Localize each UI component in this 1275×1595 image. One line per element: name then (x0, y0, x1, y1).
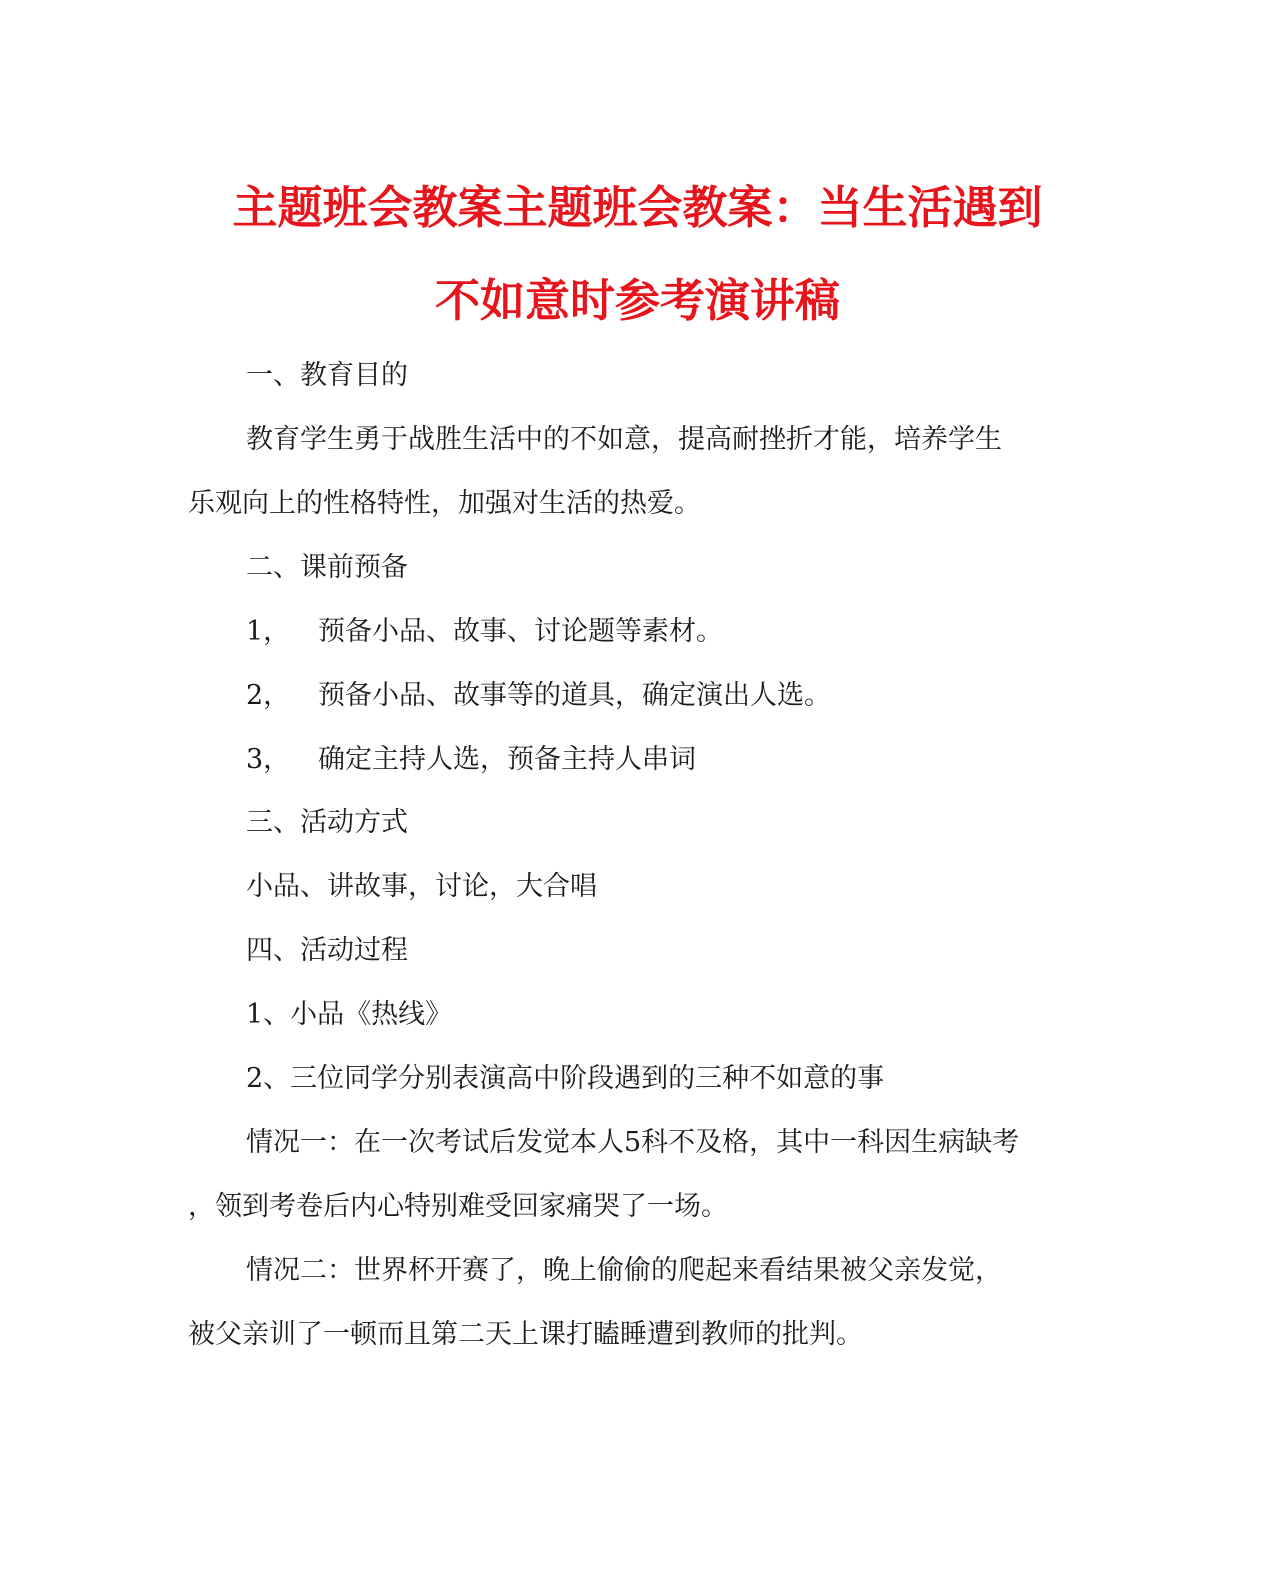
process-item-2: 2、三位同学分别表演高中阶段遇到的三种不如意的事 (246, 1063, 885, 1094)
prep-item-number: 2， (246, 680, 291, 711)
prep-item-text: 确定主持人选，预备主持人串词 (318, 744, 696, 775)
prep-list-item-2 (246, 676, 831, 716)
section-2-heading: 二、课前预备 (246, 552, 408, 583)
section-3-paragraph: 小品、讲故事，讨论，大合唱 (246, 871, 597, 902)
document-title-line-2: 不如意时参考演讲稿 (434, 274, 840, 327)
prep-item-text: 预备小品、故事等的道具，确定演出人选。 (318, 680, 831, 711)
section-1-paragraph-line-1: 教育学生勇于战胜生活中的不如意，提高耐挫折才能，培养学生 (246, 424, 1002, 455)
case-1-line-1: 情况一：在一次考试后发觉本人5科不及格，其中一科因生病缺考 (246, 1127, 1020, 1158)
process-item-1: 1、小品《热线》 (246, 999, 453, 1030)
case-2-line-2: 被父亲训了一顿而且第二天上课打瞌睡遭到教师的批判。 (188, 1319, 863, 1350)
prep-list-item-1 (246, 612, 723, 652)
prep-item-number: 1， (246, 616, 291, 647)
case-1-line-2: ，领到考卷后内心特别难受回家痛哭了一场。 (188, 1191, 728, 1222)
document-title-line-1: 主题班会教案主题班会教案：当生活遇到 (232, 181, 1043, 234)
prep-item-text: 预备小品、故事、讨论题等素材。 (318, 616, 723, 647)
section-4-heading: 四、活动过程 (246, 935, 408, 966)
section-3-heading: 三、活动方式 (246, 807, 408, 838)
section-1-heading: 一、教育目的 (246, 360, 408, 391)
prep-list-item-3 (246, 740, 696, 780)
section-1-paragraph-line-2: 乐观向上的性格特性，加强对生活的热爱。 (188, 488, 701, 519)
prep-item-number: 3， (246, 744, 291, 775)
case-2-line-1: 情况二：世界杯开赛了，晚上偷偷的爬起来看结果被父亲发觉， (246, 1255, 1002, 1286)
